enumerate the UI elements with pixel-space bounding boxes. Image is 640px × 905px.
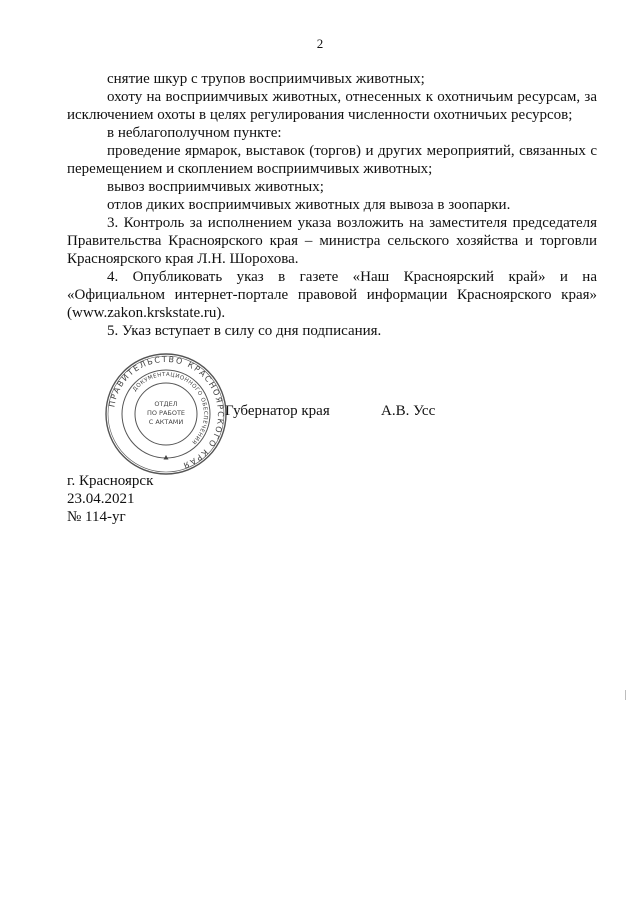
scan-mark — [625, 690, 626, 700]
signatory-position: Губернатор края — [225, 403, 330, 419]
page-number: 2 — [316, 36, 324, 51]
paragraph: 5. Указ вступает в силу со дня подписания. — [107, 323, 382, 339]
paragraph: охоту на восприимчивых животных, отнесенных к охотничьим ресурсам, за исключением охоты в целях регулирования численности охотничьих ресурсов; — [67, 89, 597, 123]
stamp-outer-text: ПРАВИТЕЛЬСТВО КРАСНОЯРСКОГО КРАЯ — [107, 354, 226, 471]
paragraph: отлов диких восприимчивых животных для вывоза в зоопарки. — [107, 197, 511, 213]
paragraph: 4. Опубликовать указ в газете «Наш Красноярский край» и на «Официальном интернет-портале правовой информации Красноярского края» (www.zakon.krskstate.ru). — [67, 269, 597, 321]
stamp-center-line: ПО РАБОТЕ — [146, 409, 186, 417]
decree-number: № 114-уг — [67, 509, 126, 525]
paragraph: снятие шкур с трупов восприимчивых животных; — [107, 71, 425, 87]
document-body — [67, 70, 597, 340]
stamp-icon — [104, 352, 228, 476]
paragraph: в неблагополучном пункте: — [107, 125, 282, 141]
stamp-center-line: ОТДЕЛ — [154, 400, 178, 408]
stamp-center-line: С АКТАМИ — [148, 418, 184, 426]
issue-date: 23.04.2021 — [67, 491, 135, 507]
paragraph: проведение ярмарок, выставок (торгов) и других мероприятий, связанных с перемещением и скоплением восприимчивых животных; — [67, 143, 597, 177]
issue-city: г. Красноярск — [67, 473, 154, 489]
document-footer — [67, 472, 153, 526]
paragraph: вывоз восприимчивых животных; — [107, 179, 324, 195]
signatory-name: А.В. Усс — [381, 403, 436, 419]
paragraph: 3. Контроль за исполнением указа возложить на заместителя председателя Правительства Красноярского края – министра сельского хозяйства и торговли Красноярского края Л.Н. Шорохова. — [67, 215, 597, 267]
official-stamp — [104, 352, 228, 476]
stamp-inner-text: ДОКУМЕНТАЦИОННОГО ОБЕСПЕЧЕНИЯ — [132, 371, 209, 446]
